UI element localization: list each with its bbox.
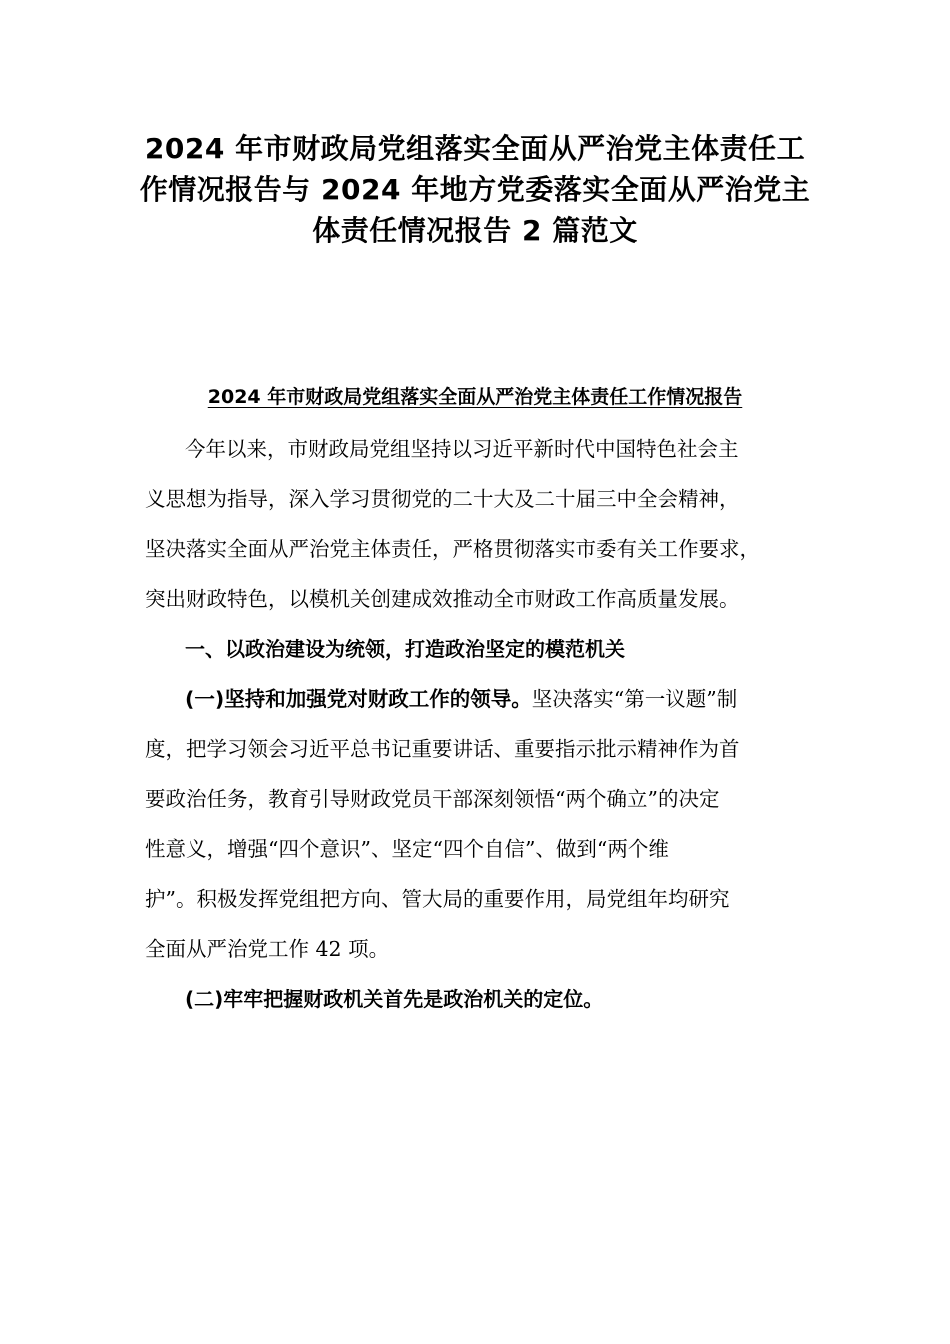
item-1-line-4: 性意义，增强“四个意识”、坚定“四个自信”、做到“两个维 <box>145 837 669 861</box>
paragraph-1-line-4: 突出财政特色，以模机关创建成效推动全市财政工作高质量发展。 <box>145 587 740 611</box>
paragraph-1-line-3: 坚决落实全面从严治党主体责任，严格贯彻落实市委有关工作要求， <box>145 537 760 561</box>
title-line-1: 2024 年市财政局党组落实全面从严治党主体责任工 <box>144 132 806 165</box>
title-line-3: 体责任情况报告 2 篇范文 <box>312 214 638 247</box>
item-2-heading: (二)牢牢把握财政机关首先是政治机关的定位。 <box>185 987 604 1011</box>
item-1-first-rest: 坚决落实“第一议题”制 <box>531 687 738 711</box>
item-1-bold-lead: (一)坚持和加强党对财政工作的领导。 <box>185 687 532 711</box>
document-title <box>120 128 830 251</box>
paragraph-1-line-1: 今年以来，市财政局党组坚持以习近平新时代中国特色社会主 <box>185 437 739 461</box>
item-1-line-5: 护”。积极发挥党组把方向、管大局的重要作用，局党组年均研究 <box>145 887 730 911</box>
item-1-line-1 <box>185 684 737 714</box>
title-line-2: 作情况报告与 2024 年地方党委落实全面从严治党主 <box>139 173 811 206</box>
report-subtitle: 2024 年市财政局党组落实全面从严治党主体责任工作情况报告 <box>207 386 743 408</box>
item-1-line-3: 要政治任务，教育引导财政党员干部深刻领悟“两个确立”的决定 <box>145 787 720 811</box>
item-1-line-6: 全面从严治党工作 42 项。 <box>145 937 390 961</box>
section-1-heading: 一、以政治建设为统领，打造政治坚定的模范机关 <box>185 637 625 661</box>
paragraph-1-line-2: 义思想为指导，深入学习贯彻党的二十大及二十届三中全会精神， <box>145 487 740 511</box>
item-1-line-2: 度，把学习领会习近平总书记重要讲话、重要指示批示精神作为首 <box>145 737 740 761</box>
